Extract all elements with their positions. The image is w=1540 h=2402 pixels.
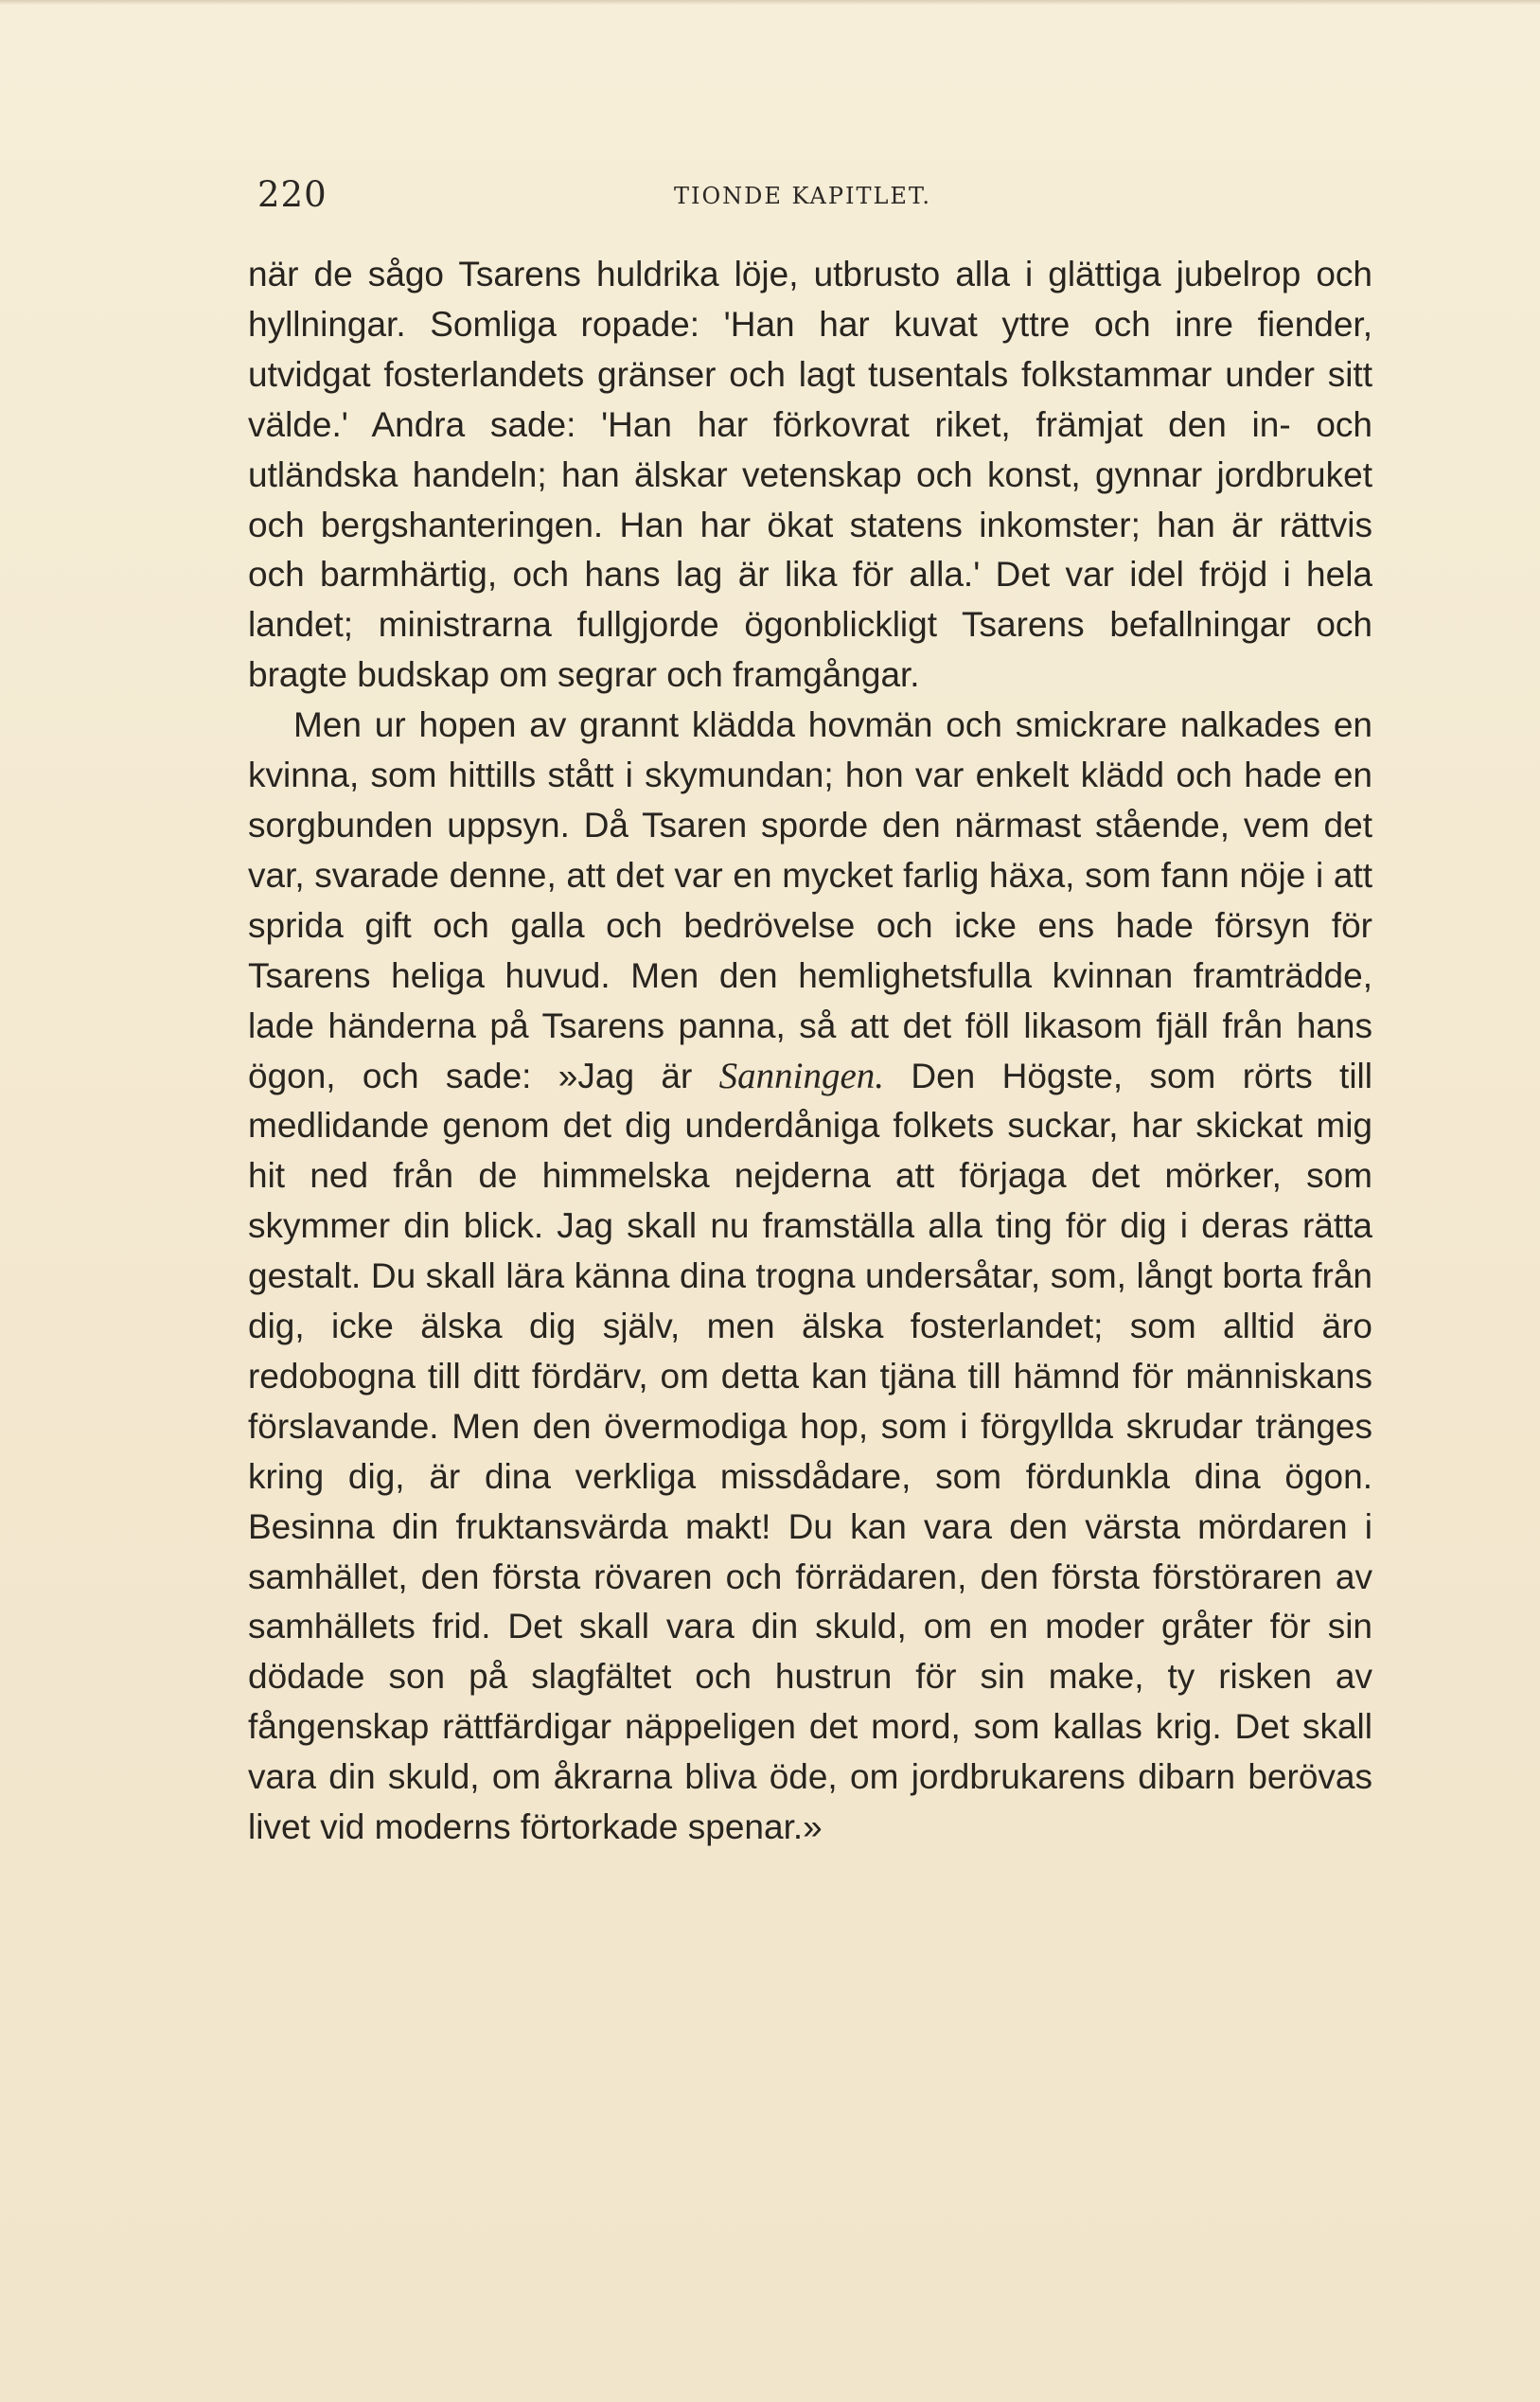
paragraph-2-text-after: Den Högste, som rörts till medlidande genom det dig underdåniga folkets suckar, har skickat mig hit ned från de himmelska nejderna att förjaga det mörker, som skymmer din blick. Jag skall nu framställa alla ting för dig i deras rätta gestalt. Du skall lära känna dina trogna undersåtar, som, långt borta från dig, icke älska dig själv, men älska fosterlandet; som alltid äro redobogna till ditt fördärv, om detta kan tjäna till hämnd för människans förslavande. Men den övermodiga hop, som i förgyllda skrudar tränges kring dig, är dina verkliga missdådare, som fördunkla dina ögon. Besinna din fruktansvärda makt! Du kan vara den värsta mördaren i samhället, den första rövaren och förrädaren, den första förstöraren av samhällets frid. Det skall vara din skuld, om en moder gråter för sin dödade son på slagfältet och hustrun för sin make, ty risken av fångenskap rättfärdigar näppeligen det mord, som kallas krig. Det skall vara din skuld, om åkrarna bliva öde, om jordbrukarens dibarn berövas livet vid moderns förtorkade spenar.» (248, 1056, 1372, 1847)
emphasis-word: Sanningen. (718, 1055, 885, 1096)
body-text (248, 250, 1372, 1853)
page-number: 220 (257, 174, 327, 215)
paragraph-2 (248, 701, 1372, 1853)
running-head: TIONDE KAPITLET. (674, 183, 932, 209)
paragraph-1: när de sågo Tsarens huldrika löje, utbrusto alla i glättiga jubelrop och hyllningar. Somliga ropade: 'Han har kuvat yttre och inre fiender, utvidgat fosterlandets gränser och lagt tusentals folkstammar under sitt välde.' Andra sade: 'Han har förkovrat riket, främjat den in- och utländska handeln; han älskar vetenskap och konst, gynnar jordbruket och bergshanteringen. Han har ökat statens inkomster; han är rättvis och barmhärtig, och hans lag är lika för alla.' Det var idel fröjd i hela landet; ministrarna fullgjorde ögonblickligt Tsarens befallningar och bragte budskap om segrar och framgångar. (248, 255, 1372, 695)
page-header (257, 174, 1351, 222)
paragraph-2-text-before: Men ur hopen av grannt klädda hovmän och smickrare nalkades en kvinna, som hittills stått i skymundan; hon var enkelt klädd och hade en sorgbunden uppsyn. Då Tsaren sporde den närmast stående, vem det var, svarade denne, att det var en mycket farlig häxa, som fann nöje i att sprida gift och galla och bedrövelse och icke ens hade försyn för Tsarens heliga huvud. Men den hemlighetsfulla kvinnan framträdde, lade händerna på Tsarens panna, så att det föll likasom fjäll från hans ögon, och sade: »Jag är (248, 705, 1372, 1095)
page-top-edge (0, 0, 1540, 5)
